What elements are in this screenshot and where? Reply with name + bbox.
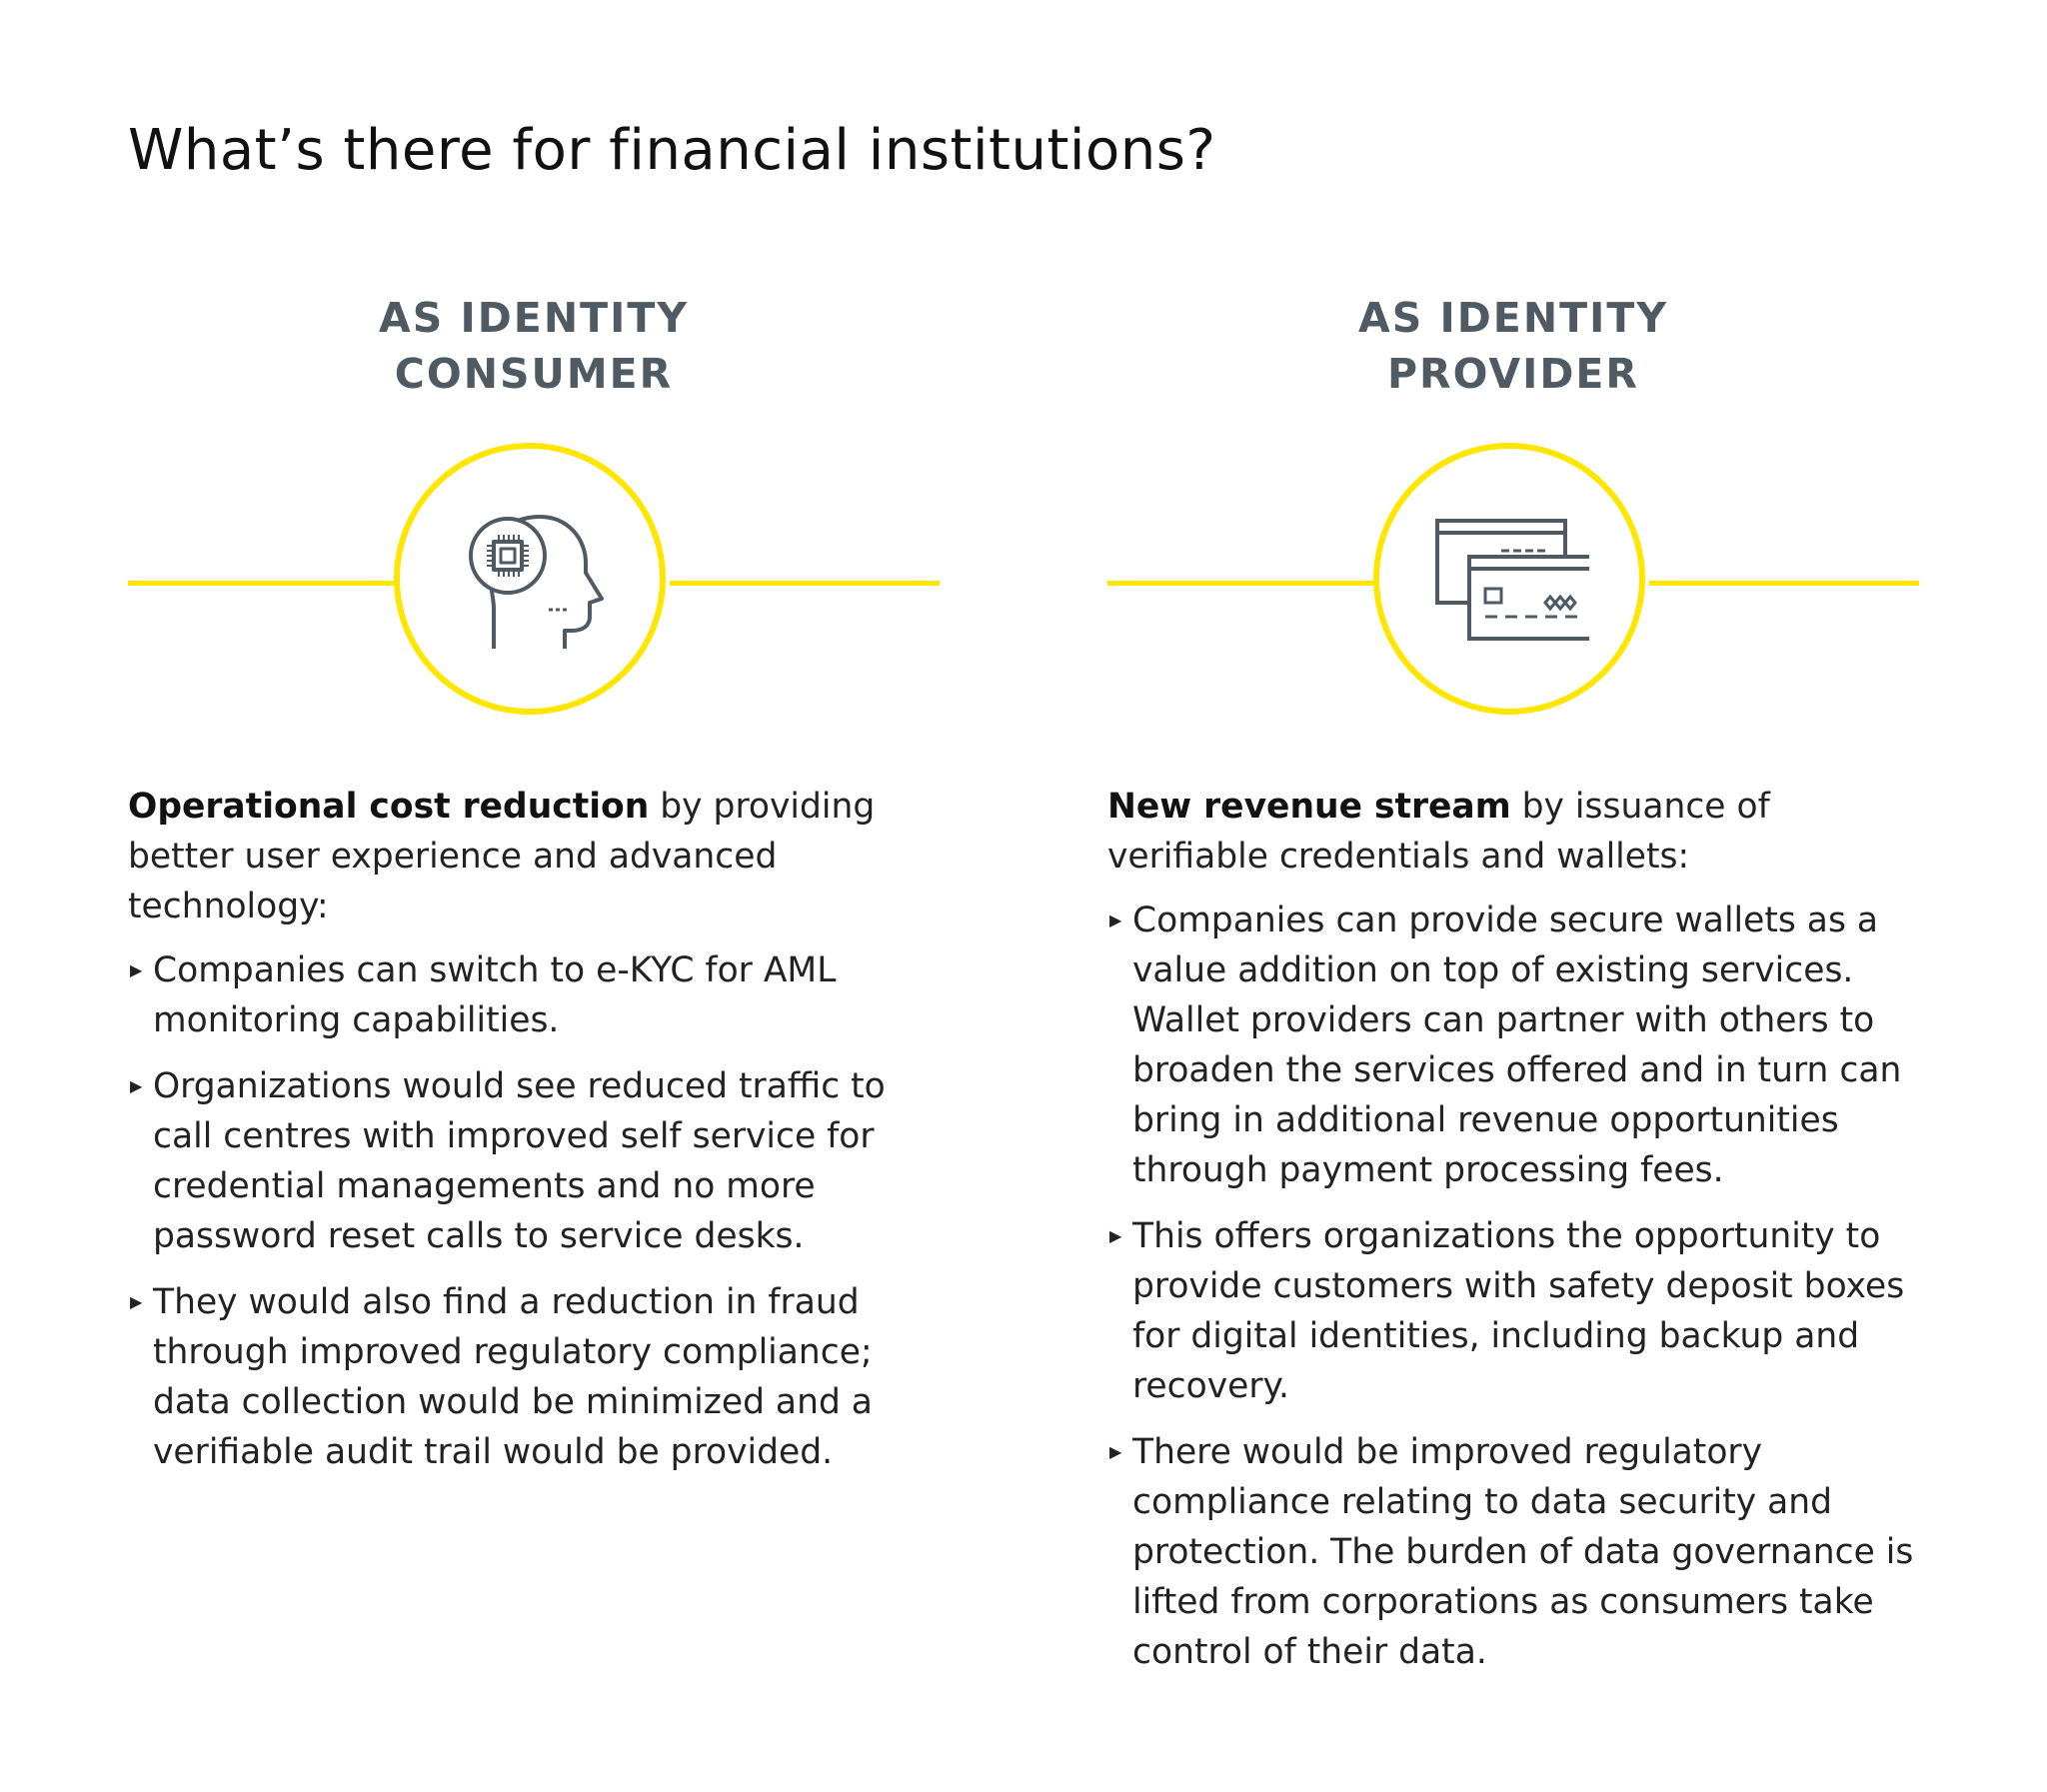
- bullet-icon: ▶: [1109, 1442, 1122, 1461]
- list-item: [1107, 1427, 1919, 1677]
- column-heading-line1: AS IDENTITY: [378, 294, 690, 342]
- divider-line-left: [128, 581, 398, 586]
- list-item: [128, 1277, 940, 1477]
- page-title: What’s there for financial institutions?: [128, 118, 1216, 183]
- bullet-icon: ▶: [130, 960, 143, 979]
- list-item: [128, 945, 940, 1045]
- column-heading-line2: CONSUMER: [394, 350, 674, 398]
- bullet-list: [128, 945, 940, 1477]
- intro-bold: New revenue stream: [1107, 787, 1511, 827]
- bullet-icon: ▶: [130, 1076, 143, 1095]
- divider-line-right: [1649, 581, 1919, 586]
- divider-line-right: [670, 581, 940, 586]
- intro-bold: Operational cost reduction: [128, 787, 650, 827]
- column-heading: [1107, 290, 1919, 402]
- intro-rest: by issuance of verifiable credentials and wallets:: [1107, 787, 1770, 877]
- bullet-icon: ▶: [1109, 1226, 1122, 1245]
- intro-text: [128, 782, 940, 931]
- list-item-text: They would also find a reduction in fraud through improved regulatory compliance; data collection would be minimized and a verifiable audit trail would be provided.: [153, 1282, 873, 1472]
- identity-provider-column: [1107, 290, 1927, 1693]
- list-item: [1107, 1211, 1919, 1411]
- list-item-text: Organizations would see reduced traffic to call centres with improved self service for credential managements and no more password reset calls to service desks.: [153, 1066, 886, 1256]
- head-chip-icon: [450, 499, 610, 659]
- list-item-text: Companies can provide secure wallets as a value addition on top of existing services. Wallet providers can partner with others to broaden the services offered and in turn can bring in additional revenue opportunities through payment processing fees.: [1132, 900, 1902, 1190]
- icon-band: [128, 438, 940, 728]
- intro-text: [1107, 782, 1919, 882]
- list-item: [128, 1061, 940, 1261]
- bullet-list: [1107, 896, 1919, 1677]
- identity-consumer-column: [128, 290, 948, 1493]
- icon-band: [1107, 438, 1919, 728]
- column-heading-line1: AS IDENTITY: [1357, 294, 1669, 342]
- intro-rest: by providing better user experience and advanced technology:: [128, 787, 876, 926]
- list-item-text: Companies can switch to e-KYC for AML monitoring capabilities.: [153, 950, 837, 1040]
- list-item: [1107, 896, 1919, 1195]
- bullet-icon: ▶: [1109, 910, 1122, 929]
- list-item-text: This offers organizations the opportunity to provide customers with safety deposit boxes for digital identities, including backup and recovery.: [1132, 1216, 1905, 1406]
- divider-line-left: [1107, 581, 1377, 586]
- cards-icon: [1429, 499, 1589, 659]
- column-heading-line2: PROVIDER: [1387, 350, 1639, 398]
- list-item-text: There would be improved regulatory compliance relating to data security and protection. The burden of data governance is lifted from corporations as consumers take control of their data.: [1132, 1432, 1914, 1672]
- bullet-icon: ▶: [130, 1292, 143, 1311]
- column-heading: [128, 290, 940, 402]
